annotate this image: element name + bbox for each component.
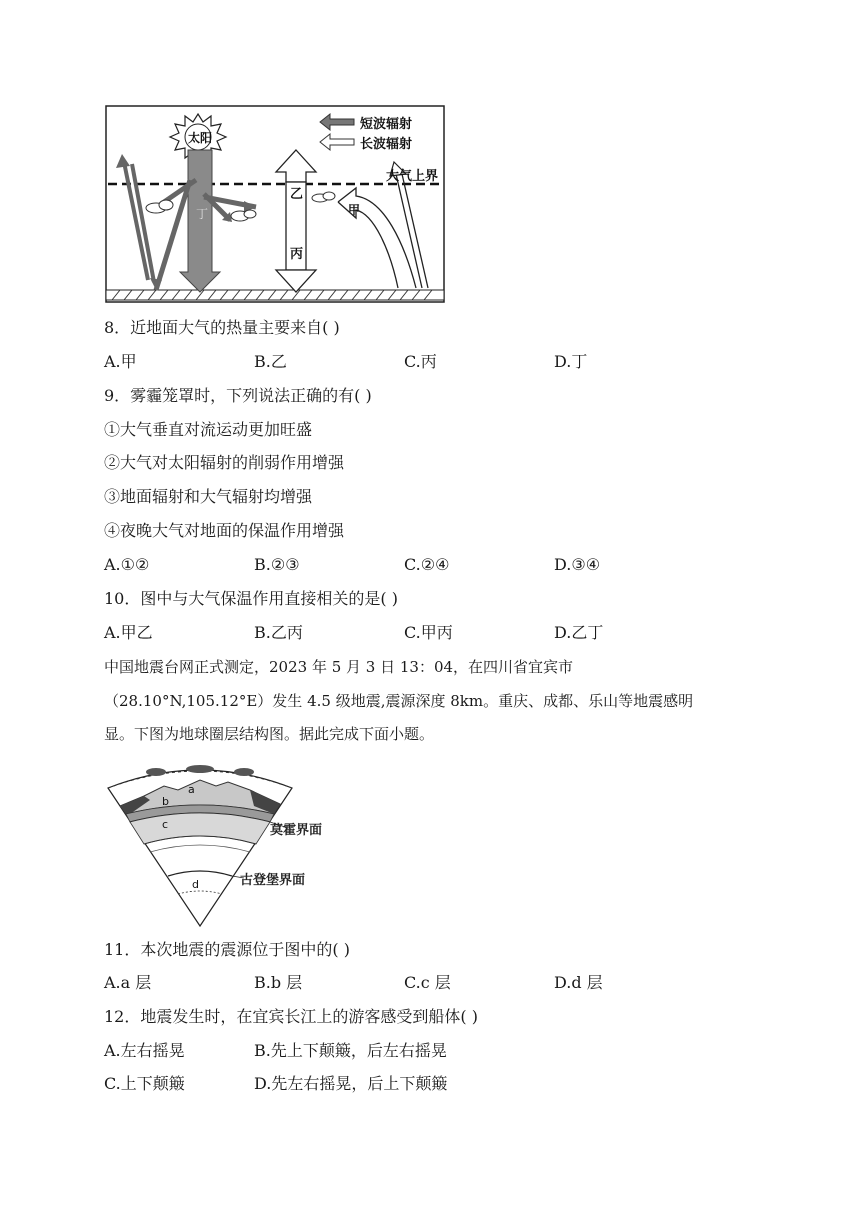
label-jia: 甲 xyxy=(348,203,361,217)
q12-option-a[interactable]: A.左右摇晃 xyxy=(104,1041,185,1060)
passage-line-3: 显。下图为地球圈层结构图。据此完成下面小题。 xyxy=(104,725,435,743)
q8-option-d[interactable]: D.丁 xyxy=(554,352,588,371)
legend-short-label: 短波辐射 xyxy=(360,117,413,132)
ground-hatch xyxy=(106,290,444,300)
q10-option-b[interactable]: B.乙丙 xyxy=(254,623,303,642)
q9-option-c[interactable]: C.②④ xyxy=(404,555,450,574)
q11-option-d[interactable]: D.d 层 xyxy=(554,973,603,992)
q8-stem: 8．近地面大气的热量主要来自( ) xyxy=(104,318,340,337)
label-b: b xyxy=(162,795,169,808)
label-c: c xyxy=(162,818,169,831)
q9-item-3: ③地面辐射和大气辐射均增强 xyxy=(104,487,313,506)
q10-option-a[interactable]: A.甲乙 xyxy=(104,623,153,642)
q9-option-a[interactable]: A.①② xyxy=(104,555,150,574)
boundary-label: 大气上界 xyxy=(386,169,439,184)
q9-item-2: ②大气对太阳辐射的削弱作用增强 xyxy=(104,453,345,472)
q12-option-d[interactable]: D.先左右摇晃，后上下颠簸 xyxy=(254,1074,448,1093)
moho-label: 莫霍界面 xyxy=(270,823,323,838)
radiation-diagram xyxy=(104,102,448,304)
earth-layers-diagram xyxy=(104,760,334,930)
q11-option-a[interactable]: A.a 层 xyxy=(104,973,152,992)
label-d: d xyxy=(192,878,199,891)
passage-line-1: 中国地震台网正式测定，2023 年 5 月 3 日 13：04，在四川省宜宾市 xyxy=(104,658,574,676)
q11-stem: 11．本次地震的震源位于图中的( ) xyxy=(104,940,350,959)
q10-stem: 10．图中与大气保温作用直接相关的是( ) xyxy=(104,589,398,608)
q12-option-b[interactable]: B.先上下颠簸，后左右摇晃 xyxy=(254,1041,447,1060)
q9-option-d[interactable]: D.③④ xyxy=(554,555,601,574)
legend-long-label: 长波辐射 xyxy=(360,137,413,152)
q10-option-c[interactable]: C.甲丙 xyxy=(404,623,453,642)
q10-option-d[interactable]: D.乙丁 xyxy=(554,623,604,642)
label-ding: 丁 xyxy=(196,207,209,221)
q9-item-1: ①大气垂直对流运动更加旺盛 xyxy=(104,420,313,439)
q8-option-a[interactable]: A.甲 xyxy=(104,352,137,371)
passage-line-2: （28.10°N,105.12°E）发生 4.5 级地震,震源深度 8km。重庆、成都、乐山等地震感明 xyxy=(104,692,694,710)
q9-item-4: ④夜晚大气对地面的保温作用增强 xyxy=(104,521,345,540)
q11-option-b[interactable]: B.b 层 xyxy=(254,973,303,992)
q9-stem: 9．雾霾笼罩时，下列说法正确的有( ) xyxy=(104,386,372,405)
q8-option-c[interactable]: C.丙 xyxy=(404,352,437,371)
sun-label: 太阳 xyxy=(188,131,213,145)
q8-option-b[interactable]: B.乙 xyxy=(254,352,287,371)
q12-stem: 12．地震发生时，在宜宾长江上的游客感受到船体( ) xyxy=(104,1007,478,1026)
q9-option-b[interactable]: B.②③ xyxy=(254,555,300,574)
q11-option-c[interactable]: C.c 层 xyxy=(404,973,451,992)
label-a: a xyxy=(188,783,195,796)
label-bing: 丙 xyxy=(290,247,304,262)
q12-option-c[interactable]: C.上下颠簸 xyxy=(104,1074,185,1093)
gutenberg-label: 古登堡界面 xyxy=(240,873,306,888)
label-yi: 乙 xyxy=(290,187,304,202)
